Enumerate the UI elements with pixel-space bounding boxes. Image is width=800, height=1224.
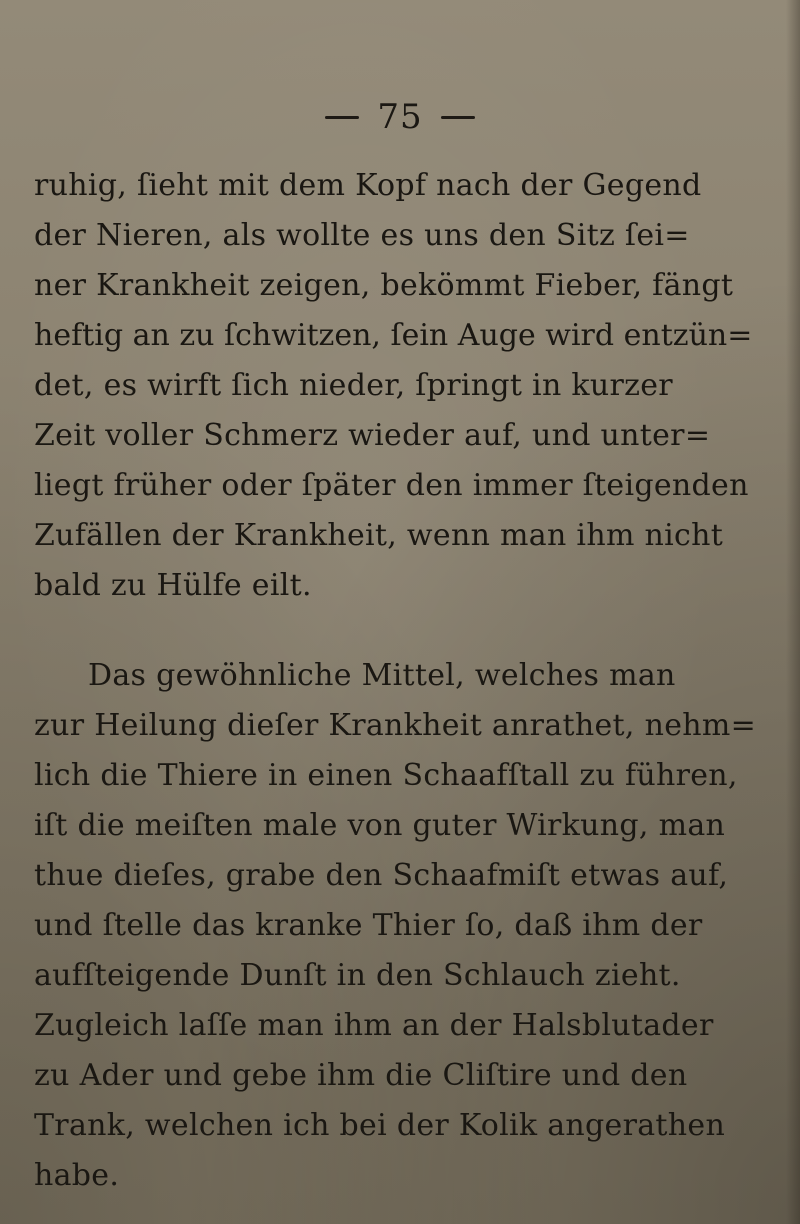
text-line: Zufällen der Krankheit, wenn man ihm nicht: [34, 518, 724, 553]
text-line: zur Heilung dieſer Krankheit anrathet, nehm=: [34, 708, 757, 743]
text-line: zu Ader und gebe ihm die Cliſtire und den: [34, 1058, 688, 1093]
text-line: det, es wirft ſich nieder, ſpringt in kurzer: [34, 368, 673, 403]
text-line: Trank, welchen ich bei der Kolik angerathen: [34, 1108, 726, 1143]
text-line: der Nieren, als wollte es uns den Sitz ſei=: [34, 218, 690, 253]
text-line: thue dieſes, grabe den Schaafmiſt etwas auf,: [34, 858, 729, 893]
text-line: und ſtelle das kranke Thier ſo, daß ihm der: [34, 908, 703, 943]
header-dash-right: [441, 116, 475, 119]
page-number: 75: [377, 97, 423, 137]
text-line: liegt früher oder ſpäter den immer ſteigenden: [34, 468, 749, 503]
text-line: ruhig, ſieht mit dem Kopf nach der Gegend: [34, 168, 702, 203]
text-line: Zugleich laſſe man ihm an der Halsblutader: [34, 1008, 714, 1043]
page-edge-shadow: [786, 0, 800, 1224]
text-line: iſt die meiſten male von guter Wirkung, man: [34, 808, 726, 843]
text-line: lich die Thiere in einen Schaafſtall zu führen,: [34, 758, 738, 793]
text-line: Zeit voller Schmerz wieder auf, und unter=: [34, 418, 711, 453]
text-line: aufſteigende Dunſt in den Schlauch zieht.: [34, 958, 681, 993]
text-line: ner Krankheit zeigen, bekömmt Fieber, fängt: [34, 268, 734, 303]
text-line: bald zu Hülfe eilt.: [34, 568, 312, 603]
text-line: heftig an zu ſchwitzen, ſein Auge wird entzün=: [34, 318, 753, 353]
text-line: Das gewöhnliche Mittel, welches man: [88, 658, 676, 693]
header-dash-left: [325, 116, 359, 119]
text-line: habe.: [34, 1158, 120, 1193]
page-header: [0, 92, 800, 142]
